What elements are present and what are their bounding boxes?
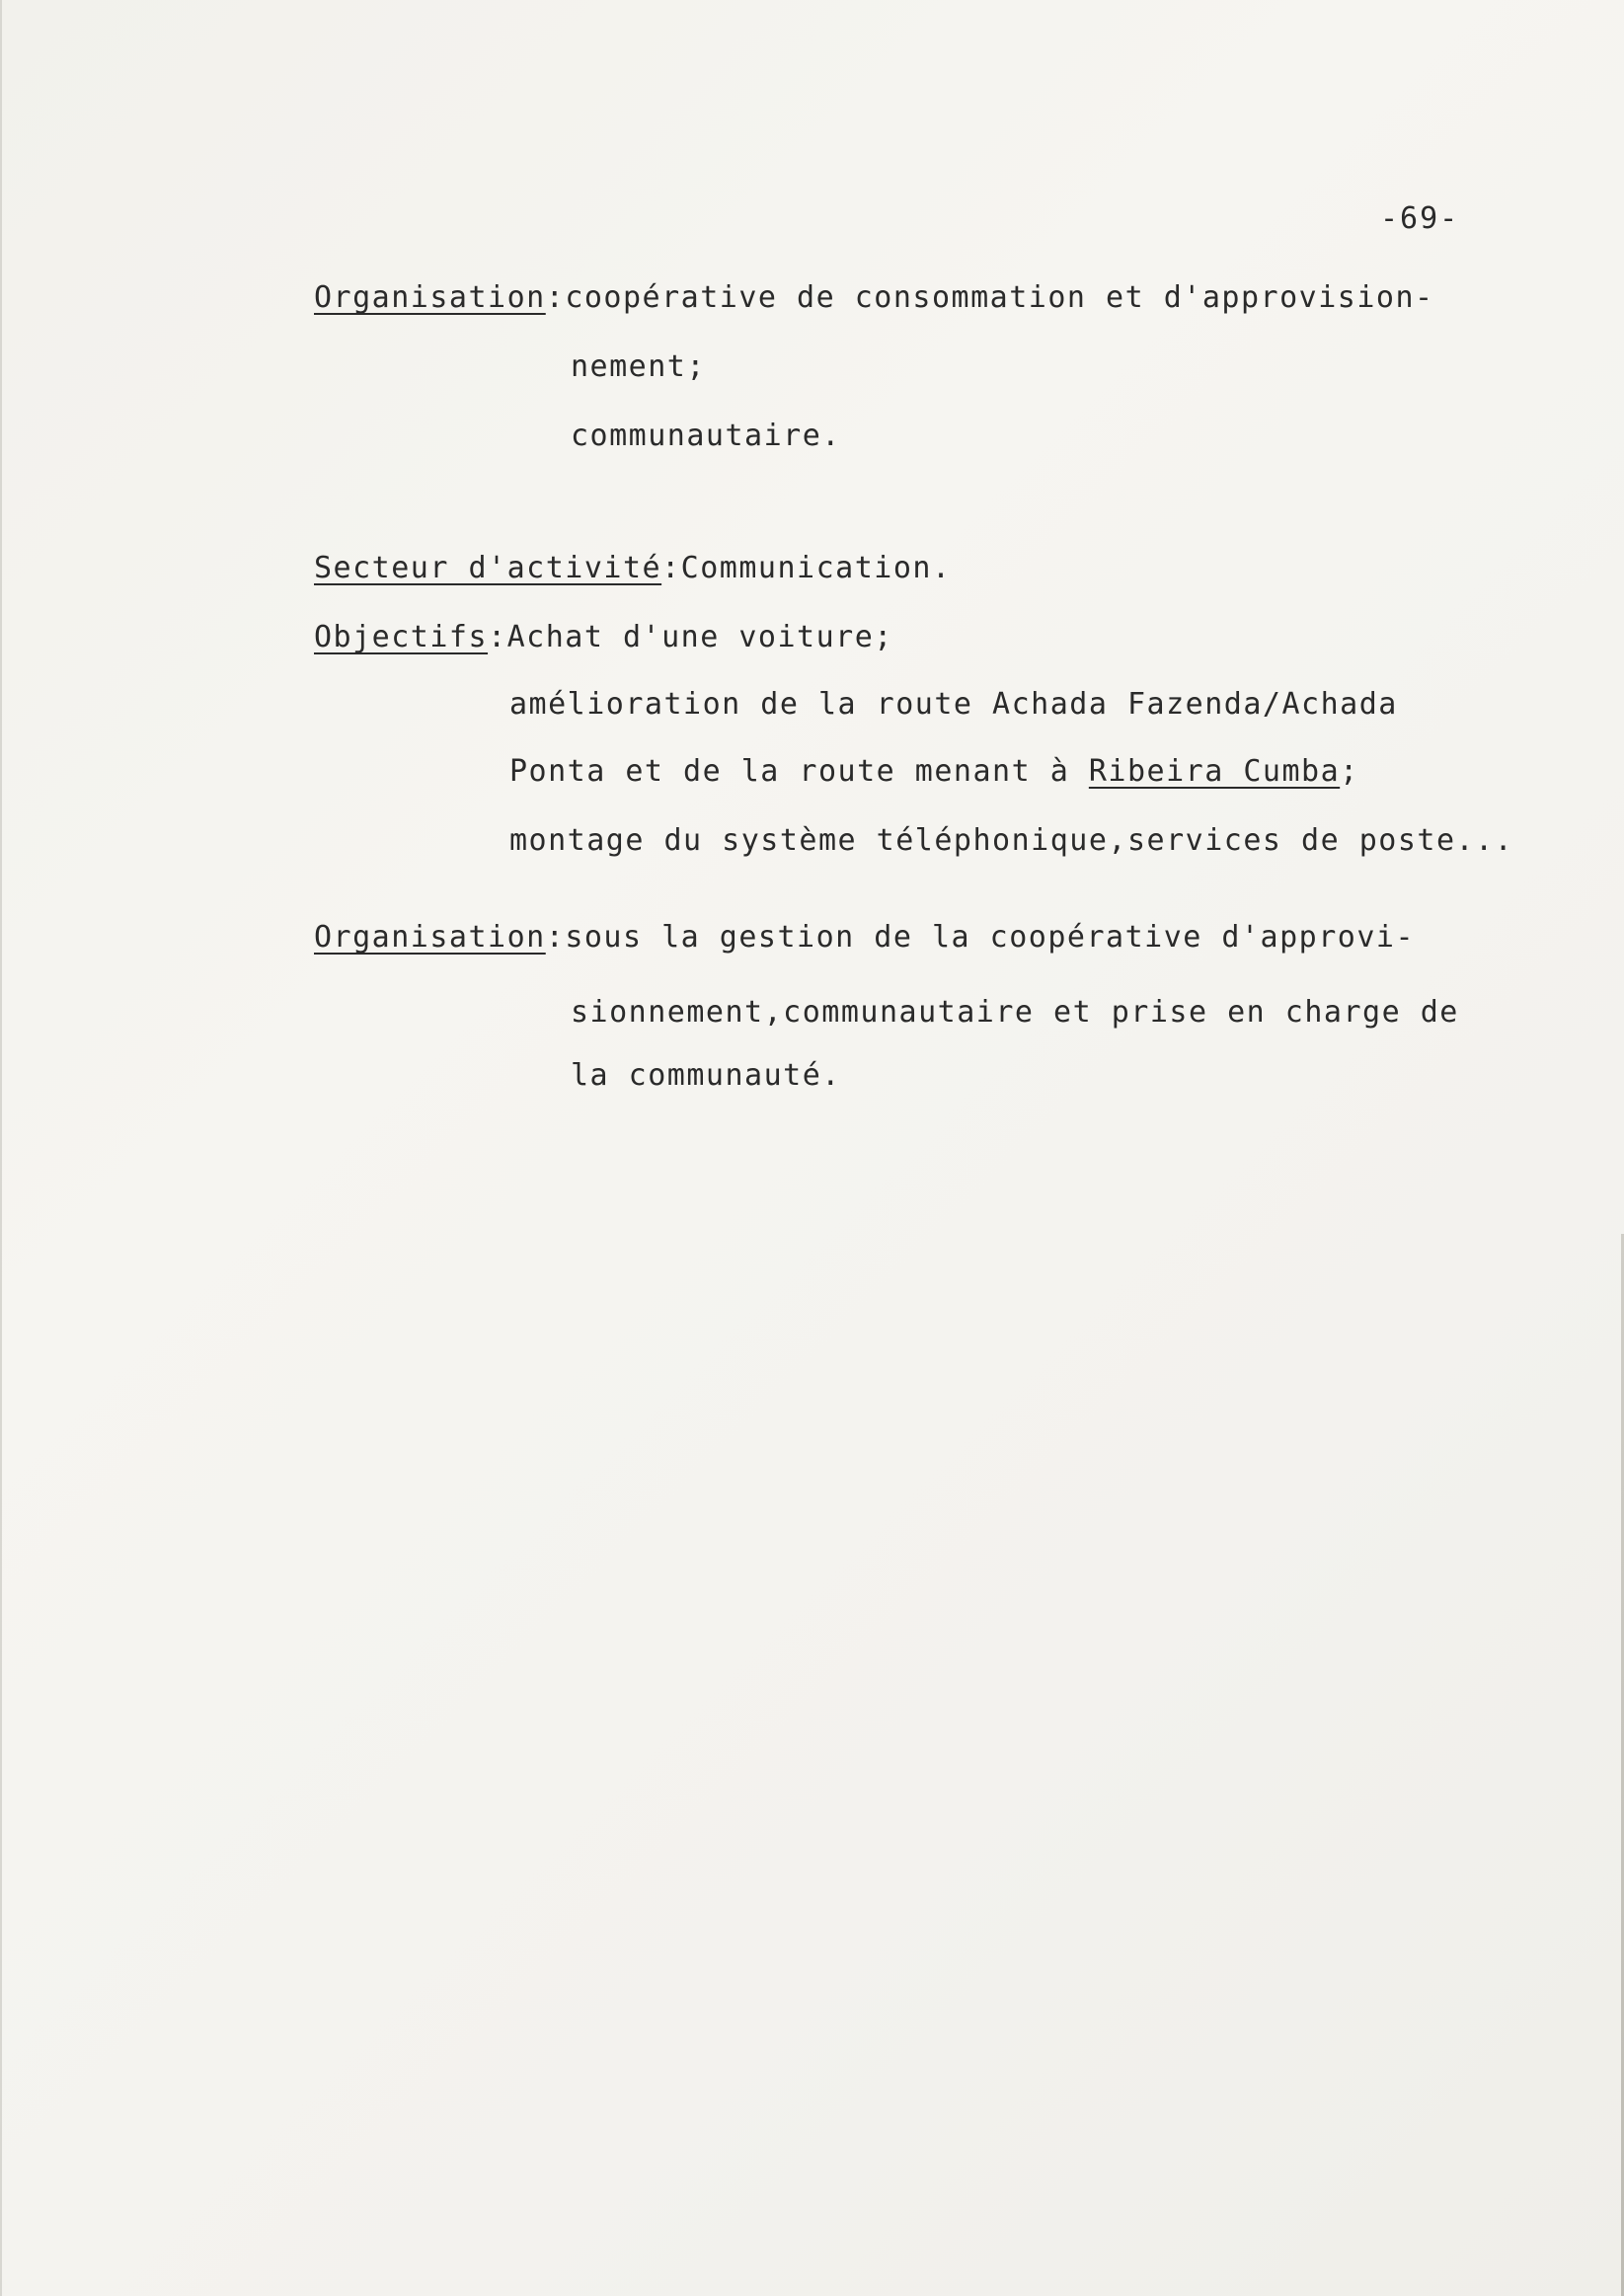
- secteur-label: Secteur d'activité: [314, 551, 662, 585]
- organisation2-line-1: sous la gestion de la coopérative d'approvi-: [565, 920, 1416, 955]
- separator: :: [661, 551, 681, 585]
- organisation-label-1: Organisation: [314, 280, 546, 315]
- organisation-value-line-2: nement;: [571, 349, 706, 384]
- organisation-value-line-1: coopérative de consommation et d'approvision-: [565, 280, 1434, 315]
- page-number: -69-: [1380, 201, 1460, 236]
- objectifs-line-3: [509, 754, 1359, 790]
- organisation-label-2: Organisation: [314, 920, 546, 955]
- punctuation: ;: [1340, 754, 1359, 789]
- secteur-value: Communication.: [680, 551, 952, 585]
- secteur-entry: [314, 551, 952, 586]
- place-name: Ribeira Cumba: [1088, 754, 1341, 789]
- separator: :: [545, 280, 566, 315]
- objectifs-line-3-text: Ponta et de la route menant à: [509, 754, 1089, 789]
- organisation2-line-2: sionnement,communautaire et prise en charge de: [571, 995, 1459, 1030]
- separator: :: [545, 920, 566, 955]
- separator: :: [488, 620, 507, 654]
- organisation2-line-3: la communauté.: [571, 1058, 841, 1093]
- objectifs-line-1: Achat d'une voiture;: [506, 620, 893, 654]
- objectifs-line-4: montage du système téléphonique,services de poste...: [509, 823, 1514, 858]
- organisation-entry-2: [314, 920, 1415, 956]
- organisation-value-line-3: communautaire.: [571, 419, 841, 453]
- objectifs-line-2: amélioration de la route Achada Fazenda/Achada: [509, 687, 1398, 722]
- objectifs-label: Objectifs: [314, 620, 489, 654]
- objectifs-entry: [314, 620, 893, 655]
- organisation-entry-1: [314, 280, 1434, 316]
